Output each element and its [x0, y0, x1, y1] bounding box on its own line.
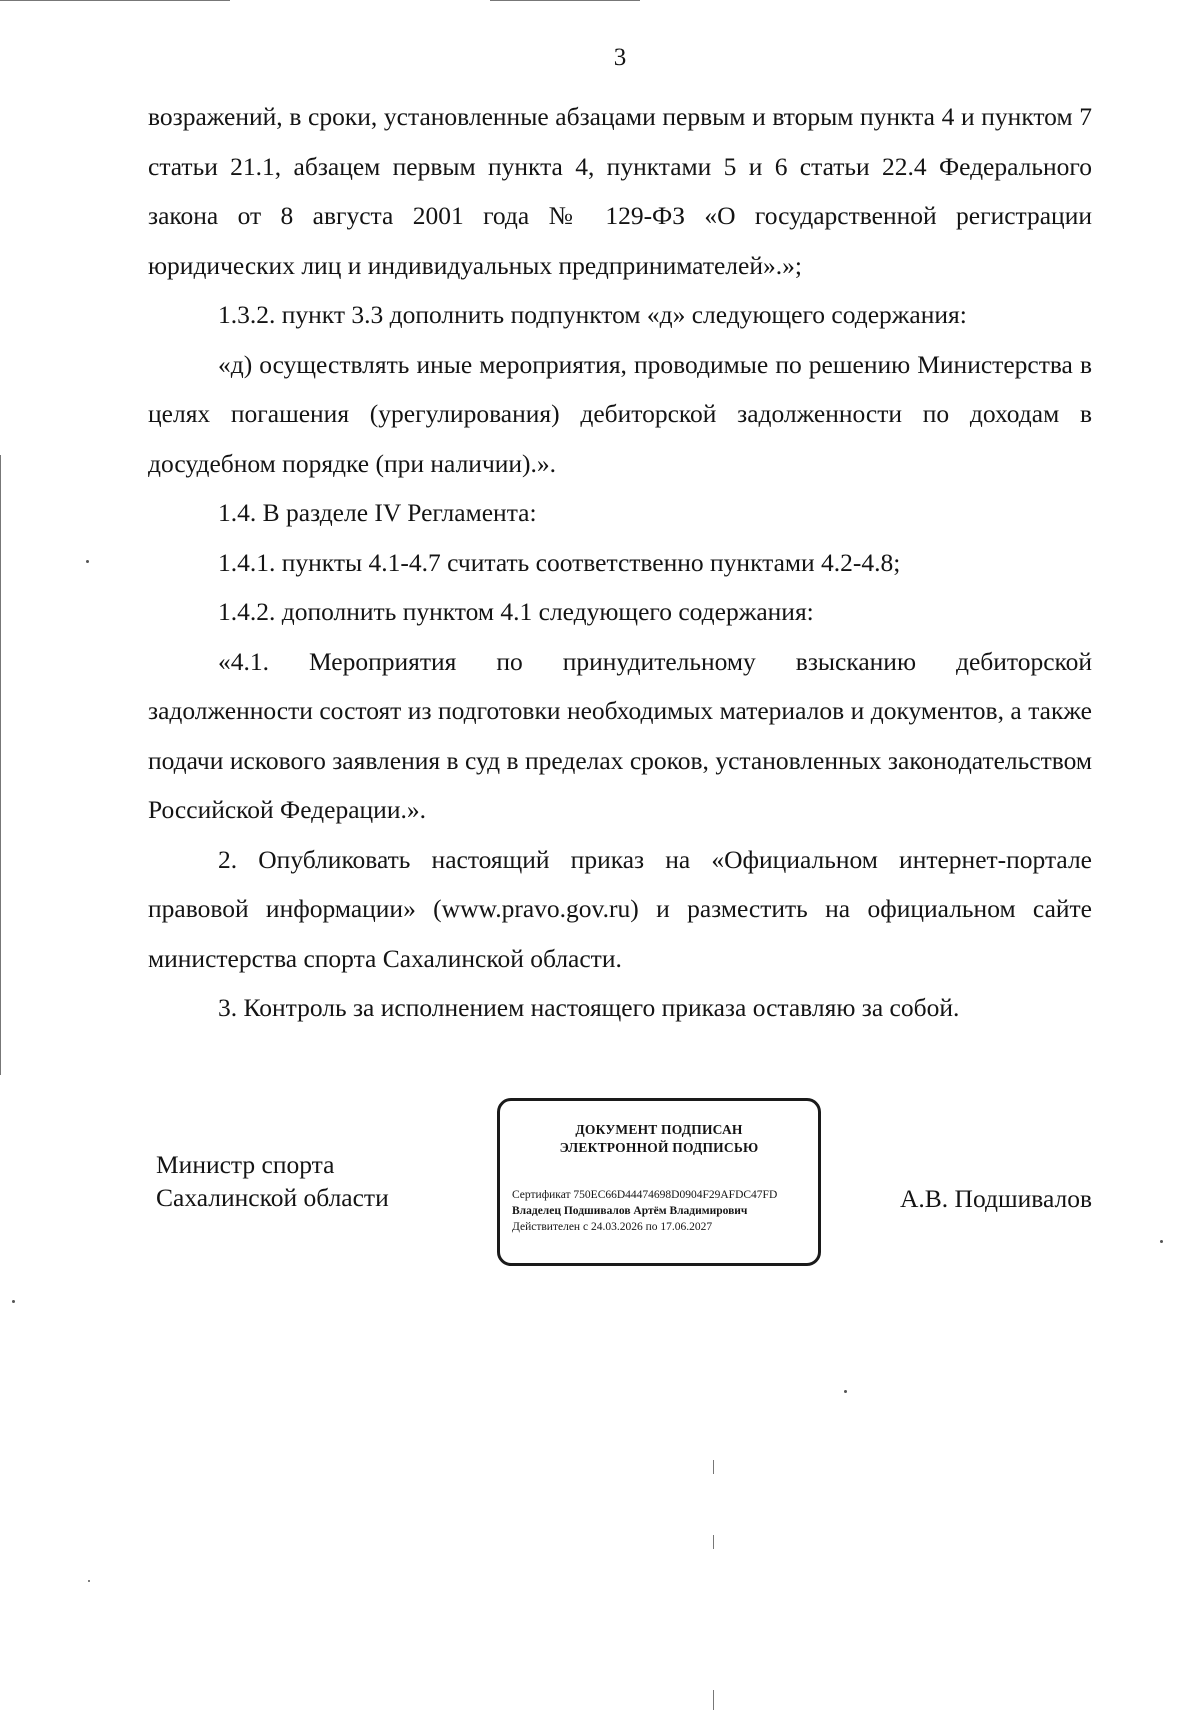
scan-artifact-left-edge: [0, 455, 1, 1075]
paragraph-1-3-2: 1.3.2. пункт 3.3 дополнить подпунктом «д» следующего содержания:: [218, 300, 967, 329]
paragraph-4-1: «4.1. Мероприятия по принудительному взысканию дебиторской задолженности состоят из подготовки необходимых материалов и документов, а также подачи искового заявления в суд в пределах сроков, установленных законодательством Российской Федерации.».: [148, 646, 1092, 824]
scan-artifact-center-mark: [713, 1535, 714, 1549]
scan-artifact-center-mark: [713, 1460, 714, 1474]
signer-name: А.В. Подшивалов: [900, 1184, 1092, 1213]
stamp-title: [500, 1121, 818, 1157]
paragraph-1-4-2: 1.4.2. дополнить пунктом 4.1 следующего содержания:: [218, 597, 814, 626]
document-body: [148, 92, 1092, 1033]
signer-position-line-1: Министр спорта: [156, 1150, 335, 1179]
stamp-title-line-1: ДОКУМЕНТ ПОДПИСАН: [575, 1122, 743, 1137]
scan-artifact-speck: [844, 1390, 847, 1393]
signature-block: [148, 1098, 1092, 1268]
scan-artifact-speck: [12, 1300, 15, 1303]
paragraph-control: 3. Контроль за исполнением настоящего приказа оставляю за собой.: [218, 993, 960, 1022]
stamp-title-line-2: ЭЛЕКТРОННОЙ ПОДПИСЬЮ: [559, 1140, 759, 1155]
scan-artifact-speck: [88, 1580, 90, 1582]
paragraph-subpoint-d: «д) осуществлять иные мероприятия, проводимые по решению Министерства в целях погашения (урегулирования) дебиторской задолженности по доходам в досудебном порядке (при наличии).».: [148, 349, 1092, 478]
scan-artifact-speck: [86, 560, 89, 563]
stamp-owner: Владелец Подшивалов Артём Владимирович: [512, 1205, 748, 1217]
stamp-details: [500, 1187, 818, 1235]
paragraph-publish-order: 2. Опубликовать настоящий приказ на «Официальном интернет-портале правовой информации» (www.pravo.gov.ru) и разместить на официальном сайте министерства спорта Сахалинской области.: [148, 844, 1092, 973]
scan-artifact-top-line: [490, 0, 640, 1]
paragraph-1-4: 1.4. В разделе IV Регламента:: [218, 498, 537, 527]
stamp-validity: Действителен с 24.03.2026 по 17.06.2027: [512, 1221, 713, 1233]
scan-artifact-center-mark: [713, 1690, 714, 1710]
paragraph-1-4-1: 1.4.1. пункты 4.1-4.7 считать соответственно пунктами 4.2-4.8;: [218, 547, 901, 577]
signer-position-line-2: Сахалинской области: [156, 1183, 389, 1212]
page-number: 3: [613, 44, 627, 71]
scan-artifact-top-line: [0, 0, 230, 1]
scan-artifact-speck: [1160, 1240, 1163, 1243]
stamp-certificate: Сертификат 750EC66D44474698D0904F29AFDC47FD: [512, 1189, 778, 1201]
electronic-signature-stamp: [497, 1098, 821, 1266]
signer-position: [156, 1148, 389, 1214]
paragraph-objections-tail: возражений, в сроки, установленные абзацами первым и вторым пункта 4 и пунктом 7 статьи 21.1, абзацем первым пункта 4, пунктами 5 и 6 статьи 22.4 Федерального закона от 8 августа 2001 года № 129-ФЗ «О государственной регистрации юридических лиц и индивидуальных предпринимателей».»;: [148, 102, 1092, 280]
